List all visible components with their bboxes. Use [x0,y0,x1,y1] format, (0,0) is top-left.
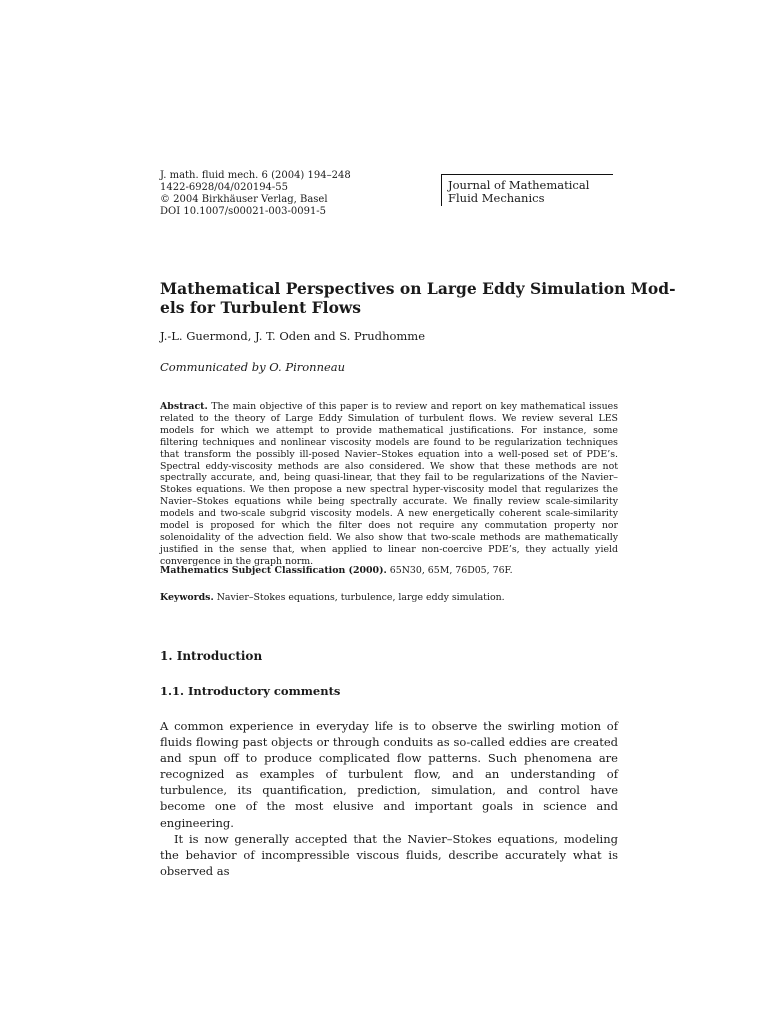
journal-name-line: Journal of Mathematical [448,178,590,192]
abstract-text: The main objective of this paper is to review and report on key mathematical issues related to the theory of Large Eddy Simulation of turbulent flows. We review several LES models for which we attempt to provide mathematical justifications. For instance, some filtering techniques and nonlinear viscosity models are found to be regularization techniques that transform the possibly ill-posed Navier–Stokes equation into a well-posed set of PDE’s. Spectral eddy-viscosity methods are also considered. We show that these methods are not spectrally accurate, and, being quasi-linear, that they fail to be regularizations of the Navier–Stokes equations. We then propose a new spectral hyper-viscosity model that regularizes the Navier–Stokes equations while being spectrally accurate. We finally review scale-similarity models and two-scale subgrid viscosity models. A new energetically coherent scale-similarity model is proposed for which the filter does not require any commutation property nor solenoidality of the advection field. We also show that two-scale methods are mathematically justified in the sense that, when applied to linear non-coercive PDE’s, they actually yield convergence in the graph norm. [160,401,619,567]
title-line: Mathematical Perspectives on Large Eddy Simulation Mod- [160,279,676,298]
copyright-line: © 2004 Birkhäuser Verlag, Basel [160,194,328,205]
communicated-by: Communicated by O. Pironneau [160,360,346,374]
subsection-heading: 1.1. Introductory comments [160,684,341,698]
citation-line: 1422-6928/04/020194-55 [160,182,289,193]
keywords-label: Keywords. [160,592,214,603]
keywords-value: Navier–Stokes equations, turbulence, large eddy simulation. [216,592,505,603]
citation-line: J. math. fluid mech. 6 (2004) 194–248 [160,170,351,181]
body-text [160,718,618,879]
msc-value: 65N30, 65M, 76D05, 76F. [389,565,513,576]
abstract-label: Abstract. [160,401,208,412]
doi-line: DOI 10.1007/s00021-003-0091-5 [160,206,327,217]
title-line: els for Turbulent Flows [160,298,361,317]
section-heading: 1. Introduction [160,649,263,663]
paragraph: It is now generally accepted that the Navier–Stokes equations, modeling the behavior of incompressible viscous fluids, describe accurately what is observed as [160,831,618,878]
subject-classification [160,565,618,577]
paper-title [160,279,676,317]
journal-name-box [441,174,613,206]
abstract [160,401,618,568]
paragraph: A common experience in everyday life is to observe the swirling motion of fluids flowing past objects or through conduits as so-called eddies are created and spun off to produce complicated flow patterns. Such phenomena are recognized as examples of turbulent flow, and an understanding of turbulence, its quantification, prediction, simulation, and control have become one of the most elusive and important goals in science and engineering. [160,719,618,830]
msc-label: Mathematics Subject Classification (2000). [160,565,387,576]
journal-name-line: Fluid Mechanics [448,191,545,205]
authors: J.-L. Guermond, J. T. Oden and S. Prudhomme [160,329,425,343]
citation-block [160,170,430,218]
keywords [160,592,618,604]
